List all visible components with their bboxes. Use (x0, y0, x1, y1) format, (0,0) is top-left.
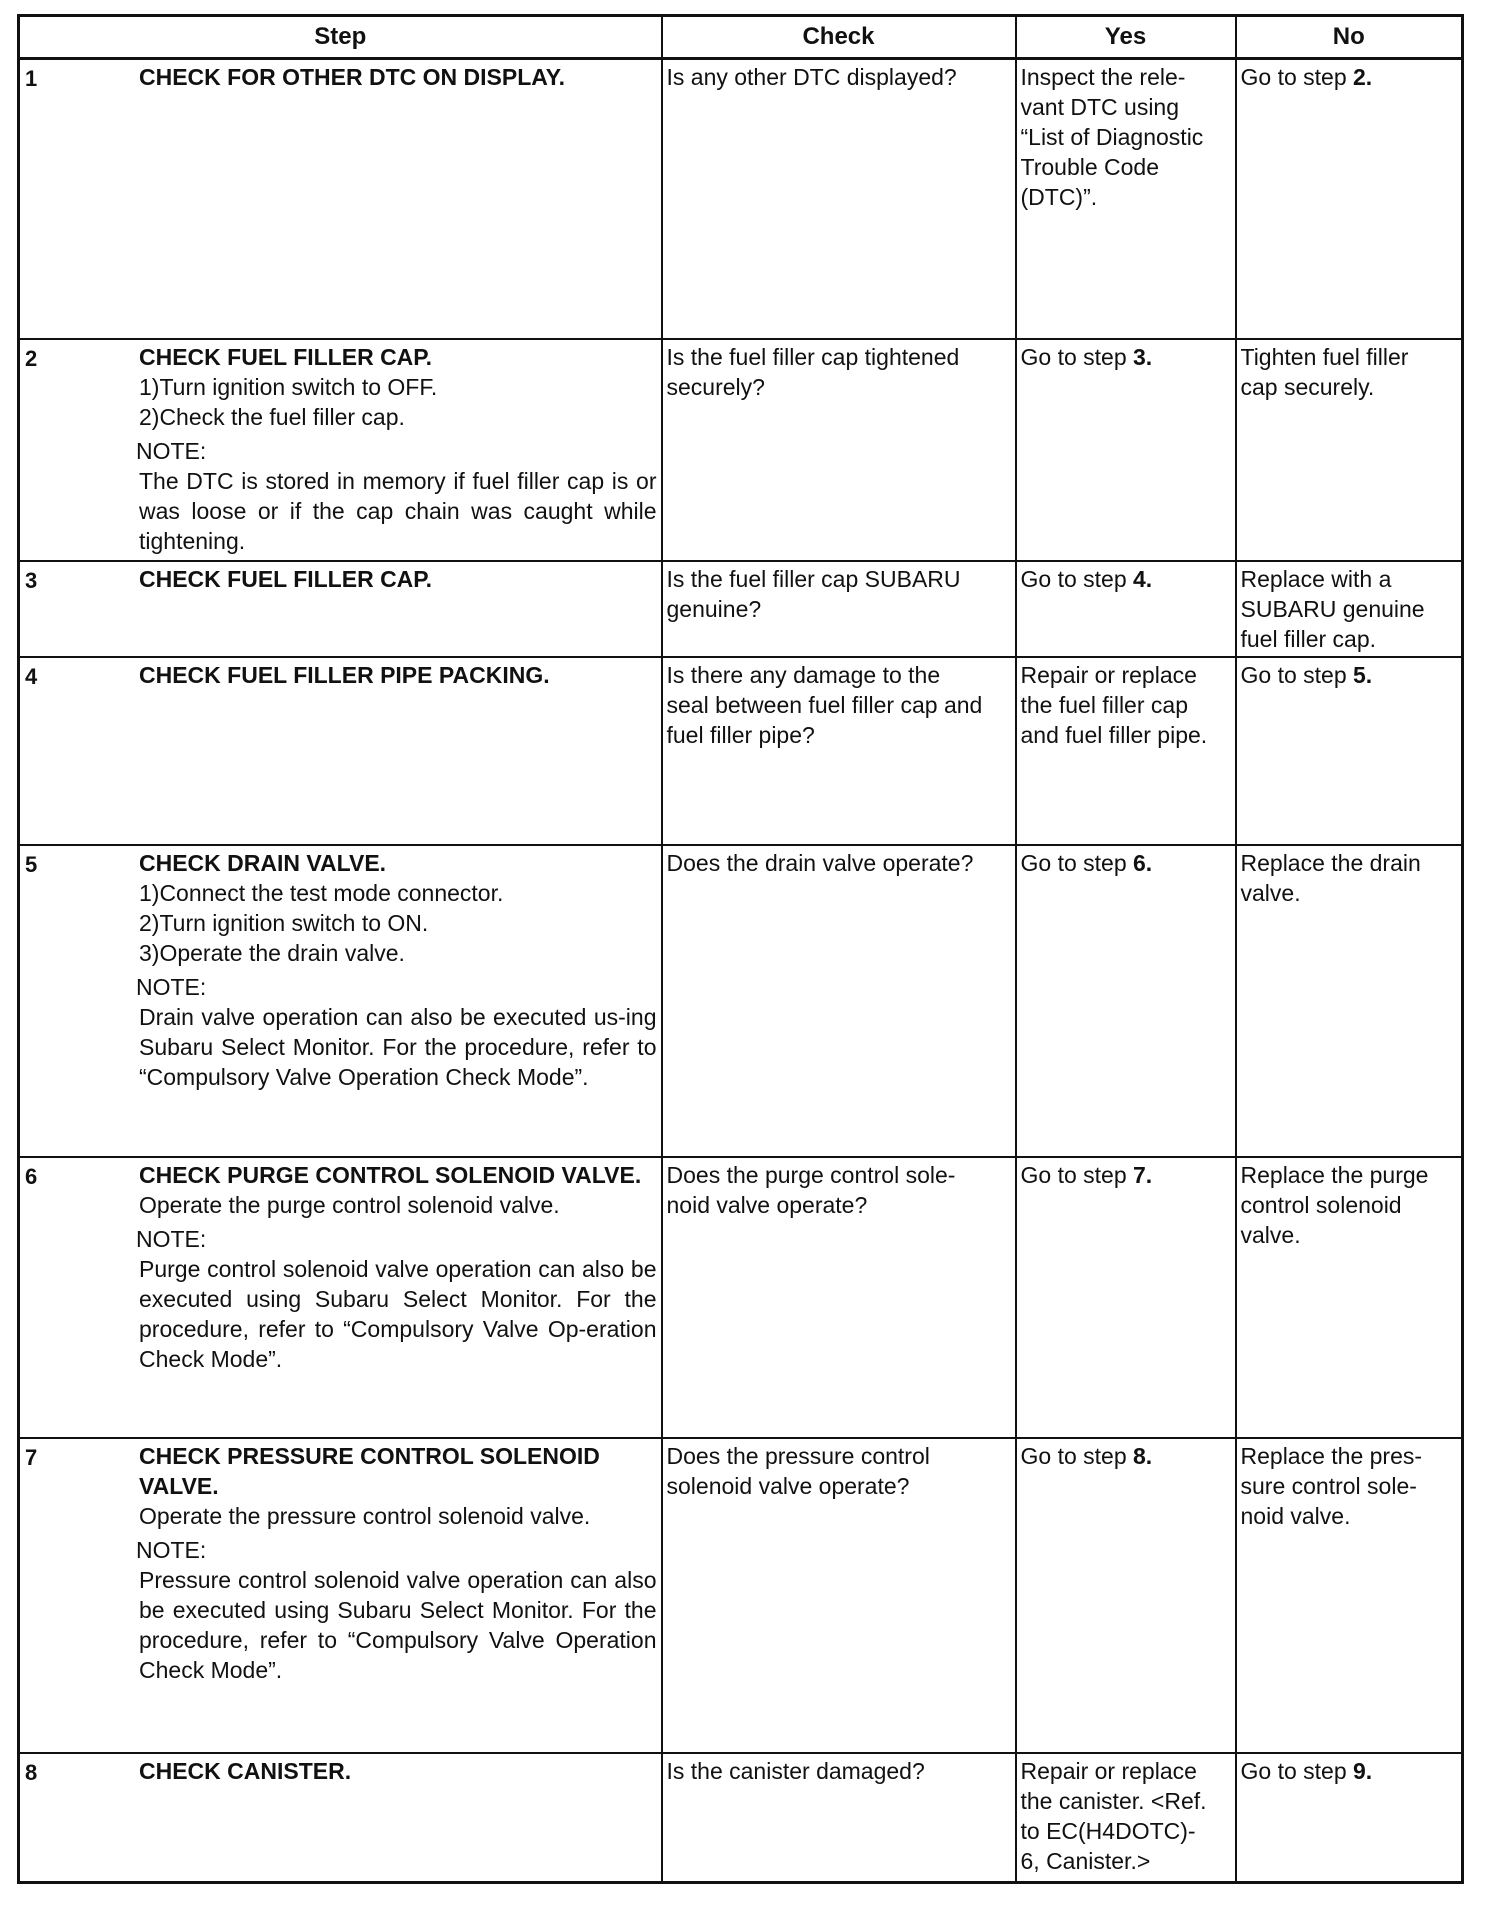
step-action: 1)Connect the test mode connector. (139, 879, 504, 906)
yes-result (1021, 660, 1231, 750)
note-text: Drain valve operation can also be executed us-ing Subaru Select Monitor. For the procedure, refer to “Compulsory Valve Operation Check Mode”. (139, 1003, 657, 1090)
yes-text: Go to step (1020, 849, 1134, 876)
no-cell (1236, 1753, 1463, 1883)
table-row (19, 845, 1463, 1157)
step-title: CHECK FUEL FILLER CAP. (139, 565, 433, 592)
no-text: Go to step (1240, 64, 1354, 90)
table-header-row (19, 16, 1463, 59)
step-title: CHECK PRESSURE CONTROL SOLENOID VALVE. (139, 1442, 600, 1499)
table-body (19, 59, 1463, 1883)
no-result (1241, 1441, 1458, 1531)
yes-text: Go to step (1020, 1442, 1134, 1469)
step-number: 6 (25, 1163, 38, 1189)
yes-step-ref: 7. (1133, 1161, 1153, 1188)
check-cell (662, 339, 1016, 561)
check-question: Is the fuel filler cap SUBARU genuine? (666, 565, 961, 622)
yes-cell (1016, 1753, 1236, 1883)
yes-result (1021, 564, 1231, 594)
step-action: Operate the pressure control solenoid valve. (139, 1502, 591, 1529)
no-result (1241, 62, 1458, 92)
step-body (136, 848, 657, 1092)
yes-text: Go to step (1020, 343, 1134, 370)
note-label: NOTE: (136, 1536, 207, 1563)
note-text: Pressure control solenoid valve operation can also be executed using Subaru Select Monitor. For the procedure, refer to “Compulsory Valve Operation Check Mode”. (139, 1566, 657, 1683)
step-body (136, 342, 657, 556)
step-cell (19, 1753, 662, 1883)
header-step: Step (19, 16, 662, 59)
step-cell (19, 339, 662, 561)
yes-cell (1016, 339, 1236, 561)
yes-result (1021, 62, 1231, 212)
note-label: NOTE: (136, 973, 207, 1000)
no-text: Tighten fuel filler cap securely. (1240, 343, 1409, 400)
yes-step-ref: 3. (1133, 343, 1153, 370)
no-result (1241, 848, 1458, 908)
check-cell (662, 1438, 1016, 1753)
yes-text: Go to step (1020, 1161, 1134, 1188)
step-number: 3 (25, 567, 38, 593)
no-text: Go to step (1240, 1757, 1354, 1784)
note-label: NOTE: (136, 437, 207, 464)
step-number: 8 (25, 1759, 38, 1785)
step-action: 2)Check the fuel filler cap. (139, 403, 405, 430)
no-step-ref: 2. (1353, 64, 1373, 90)
yes-text: Repair or replace the canister. <Ref. to EC(H4DOTC)- 6, Canister.> (1020, 1757, 1207, 1874)
yes-cell (1016, 845, 1236, 1157)
no-step-ref: 9. (1353, 1757, 1373, 1784)
check-question: Is there any damage to the seal between fuel filler cap and fuel filler pipe? (666, 661, 983, 748)
yes-text: Go to step (1020, 565, 1134, 592)
no-step-ref: 5. (1353, 661, 1373, 688)
yes-result (1021, 1160, 1231, 1190)
step-number: 4 (25, 663, 38, 689)
step-action: 3)Operate the drain valve. (139, 939, 405, 966)
yes-result (1021, 342, 1231, 372)
note-text: Purge control solenoid valve operation can also be executed using Subaru Select Monitor. For the procedure, refer to “Compulsory Valve Op-eration Check Mode”. (139, 1255, 657, 1372)
table-row (19, 561, 1463, 657)
step-body (136, 1160, 657, 1374)
step-body (139, 660, 657, 690)
header-no: No (1236, 16, 1463, 59)
check-question: Is the fuel filler cap tightened securely? (666, 343, 960, 400)
no-result (1241, 1160, 1458, 1250)
diagnostic-procedure-table (17, 14, 1464, 1884)
table-row (19, 1438, 1463, 1753)
no-text: Replace the drain valve. (1240, 849, 1421, 906)
yes-text: Inspect the rele- vant DTC using “List of Diagnostic Trouble Code (DTC)”. (1020, 64, 1204, 210)
step-title: CHECK FOR OTHER DTC ON DISPLAY. (139, 64, 565, 90)
yes-result (1021, 848, 1231, 878)
step-title: CHECK FUEL FILLER PIPE PACKING. (139, 661, 550, 688)
no-result (1241, 660, 1458, 690)
yes-step-ref: 6. (1133, 849, 1153, 876)
no-cell (1236, 845, 1463, 1157)
step-title: CHECK PURGE CONTROL SOLENOID VALVE. (139, 1161, 642, 1188)
no-result (1241, 342, 1458, 402)
check-cell (662, 1753, 1016, 1883)
no-cell (1236, 59, 1463, 339)
no-cell (1236, 1157, 1463, 1438)
no-result (1241, 1756, 1458, 1786)
no-cell (1236, 1438, 1463, 1753)
no-cell (1236, 561, 1463, 657)
check-question: Is the canister damaged? (666, 1757, 925, 1784)
no-result (1241, 564, 1458, 654)
check-cell (662, 657, 1016, 845)
header-check: Check (662, 16, 1016, 59)
yes-result (1021, 1441, 1231, 1471)
yes-result (1021, 1756, 1231, 1876)
step-cell (19, 845, 662, 1157)
step-action: 1)Turn ignition switch to OFF. (139, 373, 438, 400)
step-body (139, 564, 657, 594)
step-number: 2 (25, 345, 38, 371)
table-row (19, 657, 1463, 845)
check-cell (662, 1157, 1016, 1438)
step-number: 7 (25, 1444, 38, 1470)
table-row (19, 1753, 1463, 1883)
yes-cell (1016, 59, 1236, 339)
check-question: Does the pressure control solenoid valve operate? (666, 1442, 930, 1499)
step-body (136, 1441, 657, 1685)
note-label: NOTE: (136, 1225, 207, 1252)
step-cell (19, 561, 662, 657)
check-question: Is any other DTC displayed? (666, 64, 957, 90)
yes-cell (1016, 657, 1236, 845)
no-text: Go to step (1240, 661, 1354, 688)
check-cell (662, 561, 1016, 657)
step-cell (19, 1438, 662, 1753)
no-cell (1236, 657, 1463, 845)
step-action: Operate the purge control solenoid valve. (139, 1191, 560, 1218)
header-yes: Yes (1016, 16, 1236, 59)
step-title: CHECK CANISTER. (139, 1757, 352, 1784)
no-cell (1236, 339, 1463, 561)
table-row (19, 1157, 1463, 1438)
no-text: Replace with a SUBARU genuine fuel filler cap. (1240, 565, 1425, 652)
yes-text: Repair or replace the fuel filler cap and fuel filler pipe. (1020, 661, 1208, 748)
step-body (139, 1756, 657, 1786)
check-cell (662, 845, 1016, 1157)
yes-step-ref: 8. (1133, 1442, 1153, 1469)
table-row (19, 59, 1463, 339)
no-text: Replace the purge control solenoid valve. (1240, 1161, 1429, 1248)
step-number: 1 (25, 66, 38, 91)
check-question: Does the purge control sole- noid valve operate? (666, 1161, 956, 1218)
yes-step-ref: 4. (1133, 565, 1153, 592)
step-title: CHECK DRAIN VALVE. (139, 849, 387, 876)
step-body (139, 62, 657, 92)
step-number: 5 (25, 851, 38, 877)
yes-cell (1016, 561, 1236, 657)
step-cell (19, 657, 662, 845)
check-question: Does the drain valve operate? (666, 849, 974, 876)
step-cell (19, 59, 662, 339)
step-action: 2)Turn ignition switch to ON. (139, 909, 429, 936)
table-row (19, 339, 1463, 561)
no-text: Replace the pres- sure control sole- noid valve. (1240, 1442, 1423, 1529)
check-cell (662, 59, 1016, 339)
step-title: CHECK FUEL FILLER CAP. (139, 343, 433, 370)
yes-cell (1016, 1157, 1236, 1438)
step-cell (19, 1157, 662, 1438)
note-text: The DTC is stored in memory if fuel filler cap is or was loose or if the cap chain was caught while tightening. (139, 467, 657, 554)
yes-cell (1016, 1438, 1236, 1753)
